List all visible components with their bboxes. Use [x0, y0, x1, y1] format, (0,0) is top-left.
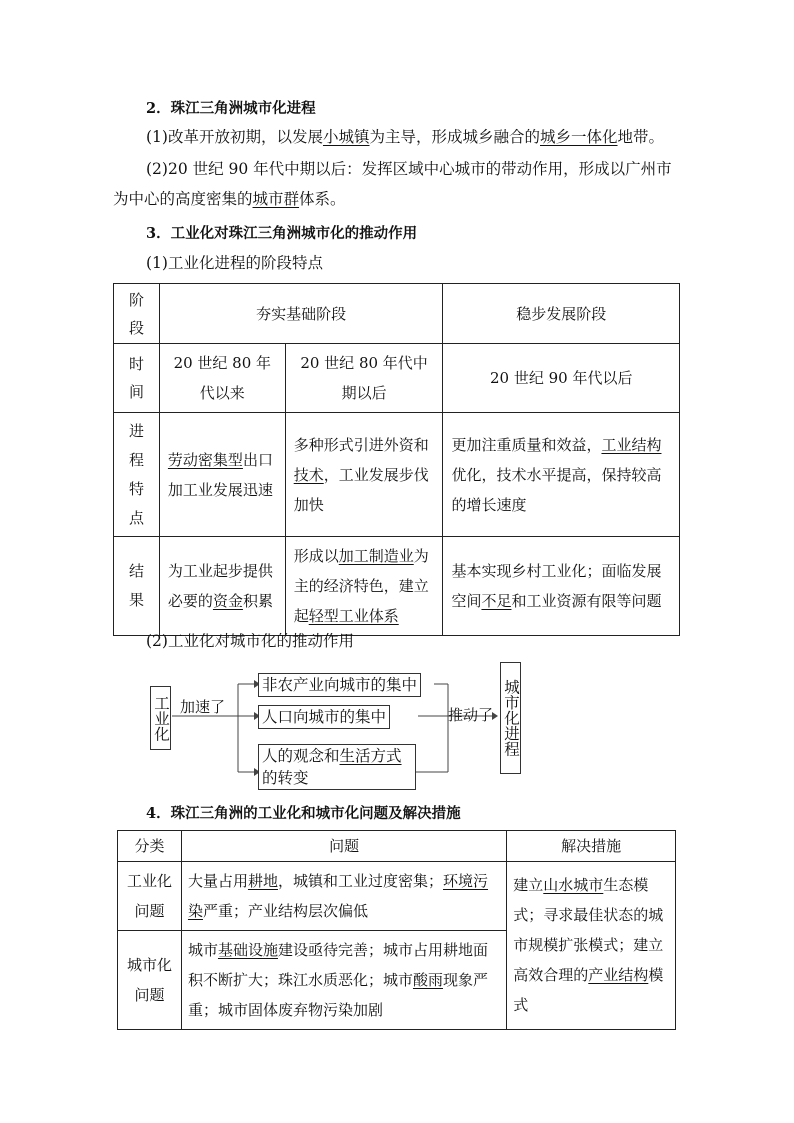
section-2-heading: 2．珠江三角洲城市化进程: [146, 100, 316, 117]
time-cell-2: 20 世纪 80 年代中期以后: [285, 344, 443, 413]
category-urbanization: 城市化问题: [118, 931, 182, 1030]
underlined-term: 城乡一体化: [540, 128, 618, 146]
lifestyle-box: 人的观念和生活方式的转变: [258, 744, 416, 790]
text: 地带。: [617, 128, 665, 146]
section-3-heading: 3．工业化对珠江三角洲城市化的推动作用: [146, 225, 418, 242]
result-cell-1: 为工业起步提供必要的资金积累: [159, 537, 285, 636]
time-cell-3: 20 世纪 90 年代以后: [443, 344, 680, 413]
industrialization-flow-diagram: [150, 660, 530, 802]
header-stage: 阶段: [114, 284, 160, 344]
result-cell-3: 基本实现乡村工业化；面临发展空间不足和工业资源有限等问题: [443, 537, 680, 636]
process-cell-1: 劳动密集型出口加工业发展迅速: [159, 413, 285, 537]
text: 为主导，形成城乡融合的: [369, 128, 540, 146]
result-cell-2: 形成以加工制造业为主的经济特色，建立起轻型工业体系: [285, 537, 443, 636]
process-cell-2: 多种形式引进外资和技术，工业发展步伐加快: [285, 413, 443, 537]
underlined-term: 城市群: [252, 190, 300, 208]
section-2-paragraph-1: [146, 122, 664, 152]
problems-measures-table: [117, 830, 676, 1030]
underlined-term: 小城镇: [322, 128, 370, 146]
solution-measures: 建立山水城市生态模式；寻求最佳状态的城市规模扩张模式；建立高效合理的产业结构模式: [507, 862, 676, 1030]
process-cell-3: 更加注重质量和效益，工业结构优化，技术水平提高，保持较高的增长速度: [443, 413, 680, 537]
category-industrialization: 工业化问题: [118, 862, 182, 931]
industrialization-stage-table: [113, 283, 680, 636]
promote-label: 推动了: [448, 706, 494, 724]
industrialization-box: 工业化: [150, 686, 171, 750]
section-2-paragraph-2-line-2: [113, 184, 346, 214]
accelerate-label: 加速了: [180, 698, 226, 716]
nonagri-industry-box: 非农产业向城市的集中: [258, 673, 421, 697]
urbanization-process-box: 城市化进程: [500, 662, 521, 774]
header-category: 分类: [118, 831, 182, 862]
time-cell-1: 20 世纪 80 年代以来: [159, 344, 285, 413]
text: 体系。: [299, 190, 346, 208]
section-2-paragraph-2-line-1: (2)20 世纪 90 年代中期以后：发挥区域中心城市的带动作用，形成以广州市: [146, 160, 672, 178]
industrialization-problem: 大量占用耕地，城镇和工业过度密集；环境污染严重；产业结构层次偏低: [181, 862, 506, 931]
section-4-heading: 4．珠江三角洲的工业化和城市化问题及解决措施: [146, 805, 461, 822]
header-problem: 问题: [181, 831, 506, 862]
header-foundation-stage: 夯实基础阶段: [159, 284, 443, 344]
header-process: 进程特点: [114, 413, 160, 537]
section-3-subheading-1: (1)工业化进程的阶段特点: [146, 254, 323, 272]
header-measure: 解决措施: [507, 831, 676, 862]
text: (1)改革开放初期，以发展: [146, 128, 323, 146]
header-result: 结果: [114, 537, 160, 636]
header-time: 时间: [114, 344, 160, 413]
urbanization-problem: 城市基础设施建设亟待完善；城市占用耕地面积不断扩大；珠江水质恶化；城市酸雨现象严重；城市固体废弃物污染加剧: [181, 931, 506, 1030]
text: 为中心的高度密集的: [113, 190, 253, 208]
section-3-subheading-2: (2)工业化对城市化的推动作用: [146, 632, 354, 650]
population-box: 人口向城市的集中: [258, 705, 390, 729]
header-steady-stage: 稳步发展阶段: [443, 284, 680, 344]
